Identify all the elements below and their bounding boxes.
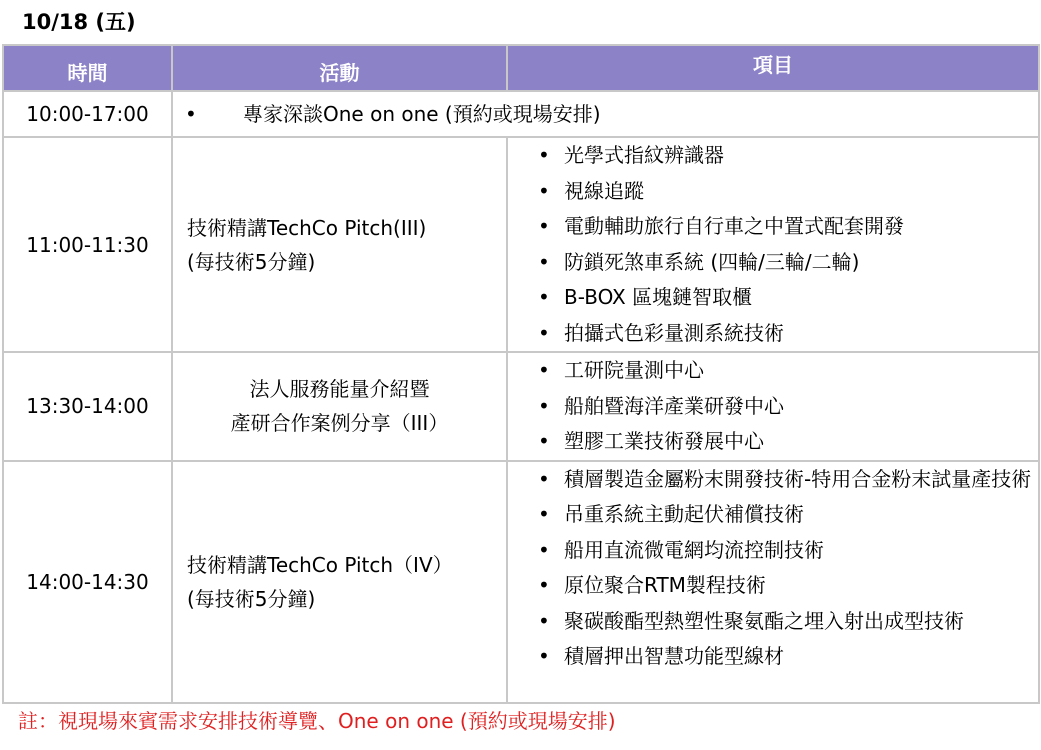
activity-cell	[172, 461, 507, 703]
list-item: • 原位聚合RTM製程技術	[508, 568, 1038, 604]
activity-line: 技術精講TechCo Pitch（IV）	[187, 552, 453, 577]
list-item: • 船舶暨海洋產業研發中心	[508, 389, 1038, 425]
items-list	[508, 353, 1038, 460]
table-row	[3, 461, 1039, 703]
time-cell: 14:00-14:30	[3, 461, 172, 703]
footnote: 註：視現場來賓需求安排技術導覽、One on one (預約或現場安排)	[18, 709, 616, 733]
list-item: • 聚碳酸酯型熱塑性聚氨酯之埋入射出成型技術	[508, 604, 1038, 640]
date-title: 10/18 (五)	[22, 10, 136, 34]
activity-line: 法人服務能量介紹暨	[249, 377, 430, 402]
time-cell: 13:30-14:00	[3, 352, 172, 461]
activity-cell	[172, 352, 507, 461]
activity-line: (每技術5分鐘)	[187, 586, 316, 611]
activity-cell	[172, 91, 1039, 137]
list-item: • 光學式指紋辨識器	[508, 138, 1038, 174]
list-item: • 塑膠工業技術發展中心	[508, 424, 1038, 460]
header-activity: 活動	[172, 45, 507, 91]
list-item: • 積層押出智慧功能型線材	[508, 639, 1038, 675]
header-row	[3, 45, 1039, 91]
header-time: 時間	[3, 45, 172, 91]
items-cell	[507, 352, 1039, 461]
items-cell	[507, 137, 1039, 352]
activity-line: 產研合作案例分享（III）	[230, 411, 449, 436]
activity-line: 技術精講TechCo Pitch(III)	[187, 215, 427, 240]
time-cell: 10:00-17:00	[3, 91, 172, 137]
list-item: • 積層製造金屬粉末開發技術-特用合金粉末試量產技術	[508, 462, 1038, 498]
bullet: •	[185, 102, 197, 126]
items-list	[508, 138, 1038, 351]
table-row	[3, 91, 1039, 137]
items-cell	[507, 461, 1039, 703]
list-item: • B-BOX 區塊鏈智取櫃	[508, 280, 1038, 316]
list-item: • 拍攝式色彩量測系統技術	[508, 316, 1038, 352]
table-row	[3, 352, 1039, 461]
list-item: • 防鎖死煞車系統 (四輪/三輪/二輪)	[508, 245, 1038, 281]
activity-line: (每技術5分鐘)	[187, 249, 316, 274]
schedule-table	[2, 44, 1040, 704]
items-list	[508, 462, 1038, 675]
table-row	[3, 137, 1039, 352]
list-item: • 船用直流微電網均流控制技術	[508, 533, 1038, 569]
list-item: • 電動輔助旅行自行車之中置式配套開發	[508, 209, 1038, 245]
header-items: 項目	[507, 45, 1039, 91]
time-cell: 11:00-11:30	[3, 137, 172, 352]
list-item: • 視線追蹤	[508, 174, 1038, 210]
list-item: • 工研院量測中心	[508, 353, 1038, 389]
activity-text: 專家深談One on one (預約或現場安排)	[243, 102, 601, 126]
list-item: • 吊重系統主動起伏補償技術	[508, 497, 1038, 533]
activity-cell	[172, 137, 507, 352]
